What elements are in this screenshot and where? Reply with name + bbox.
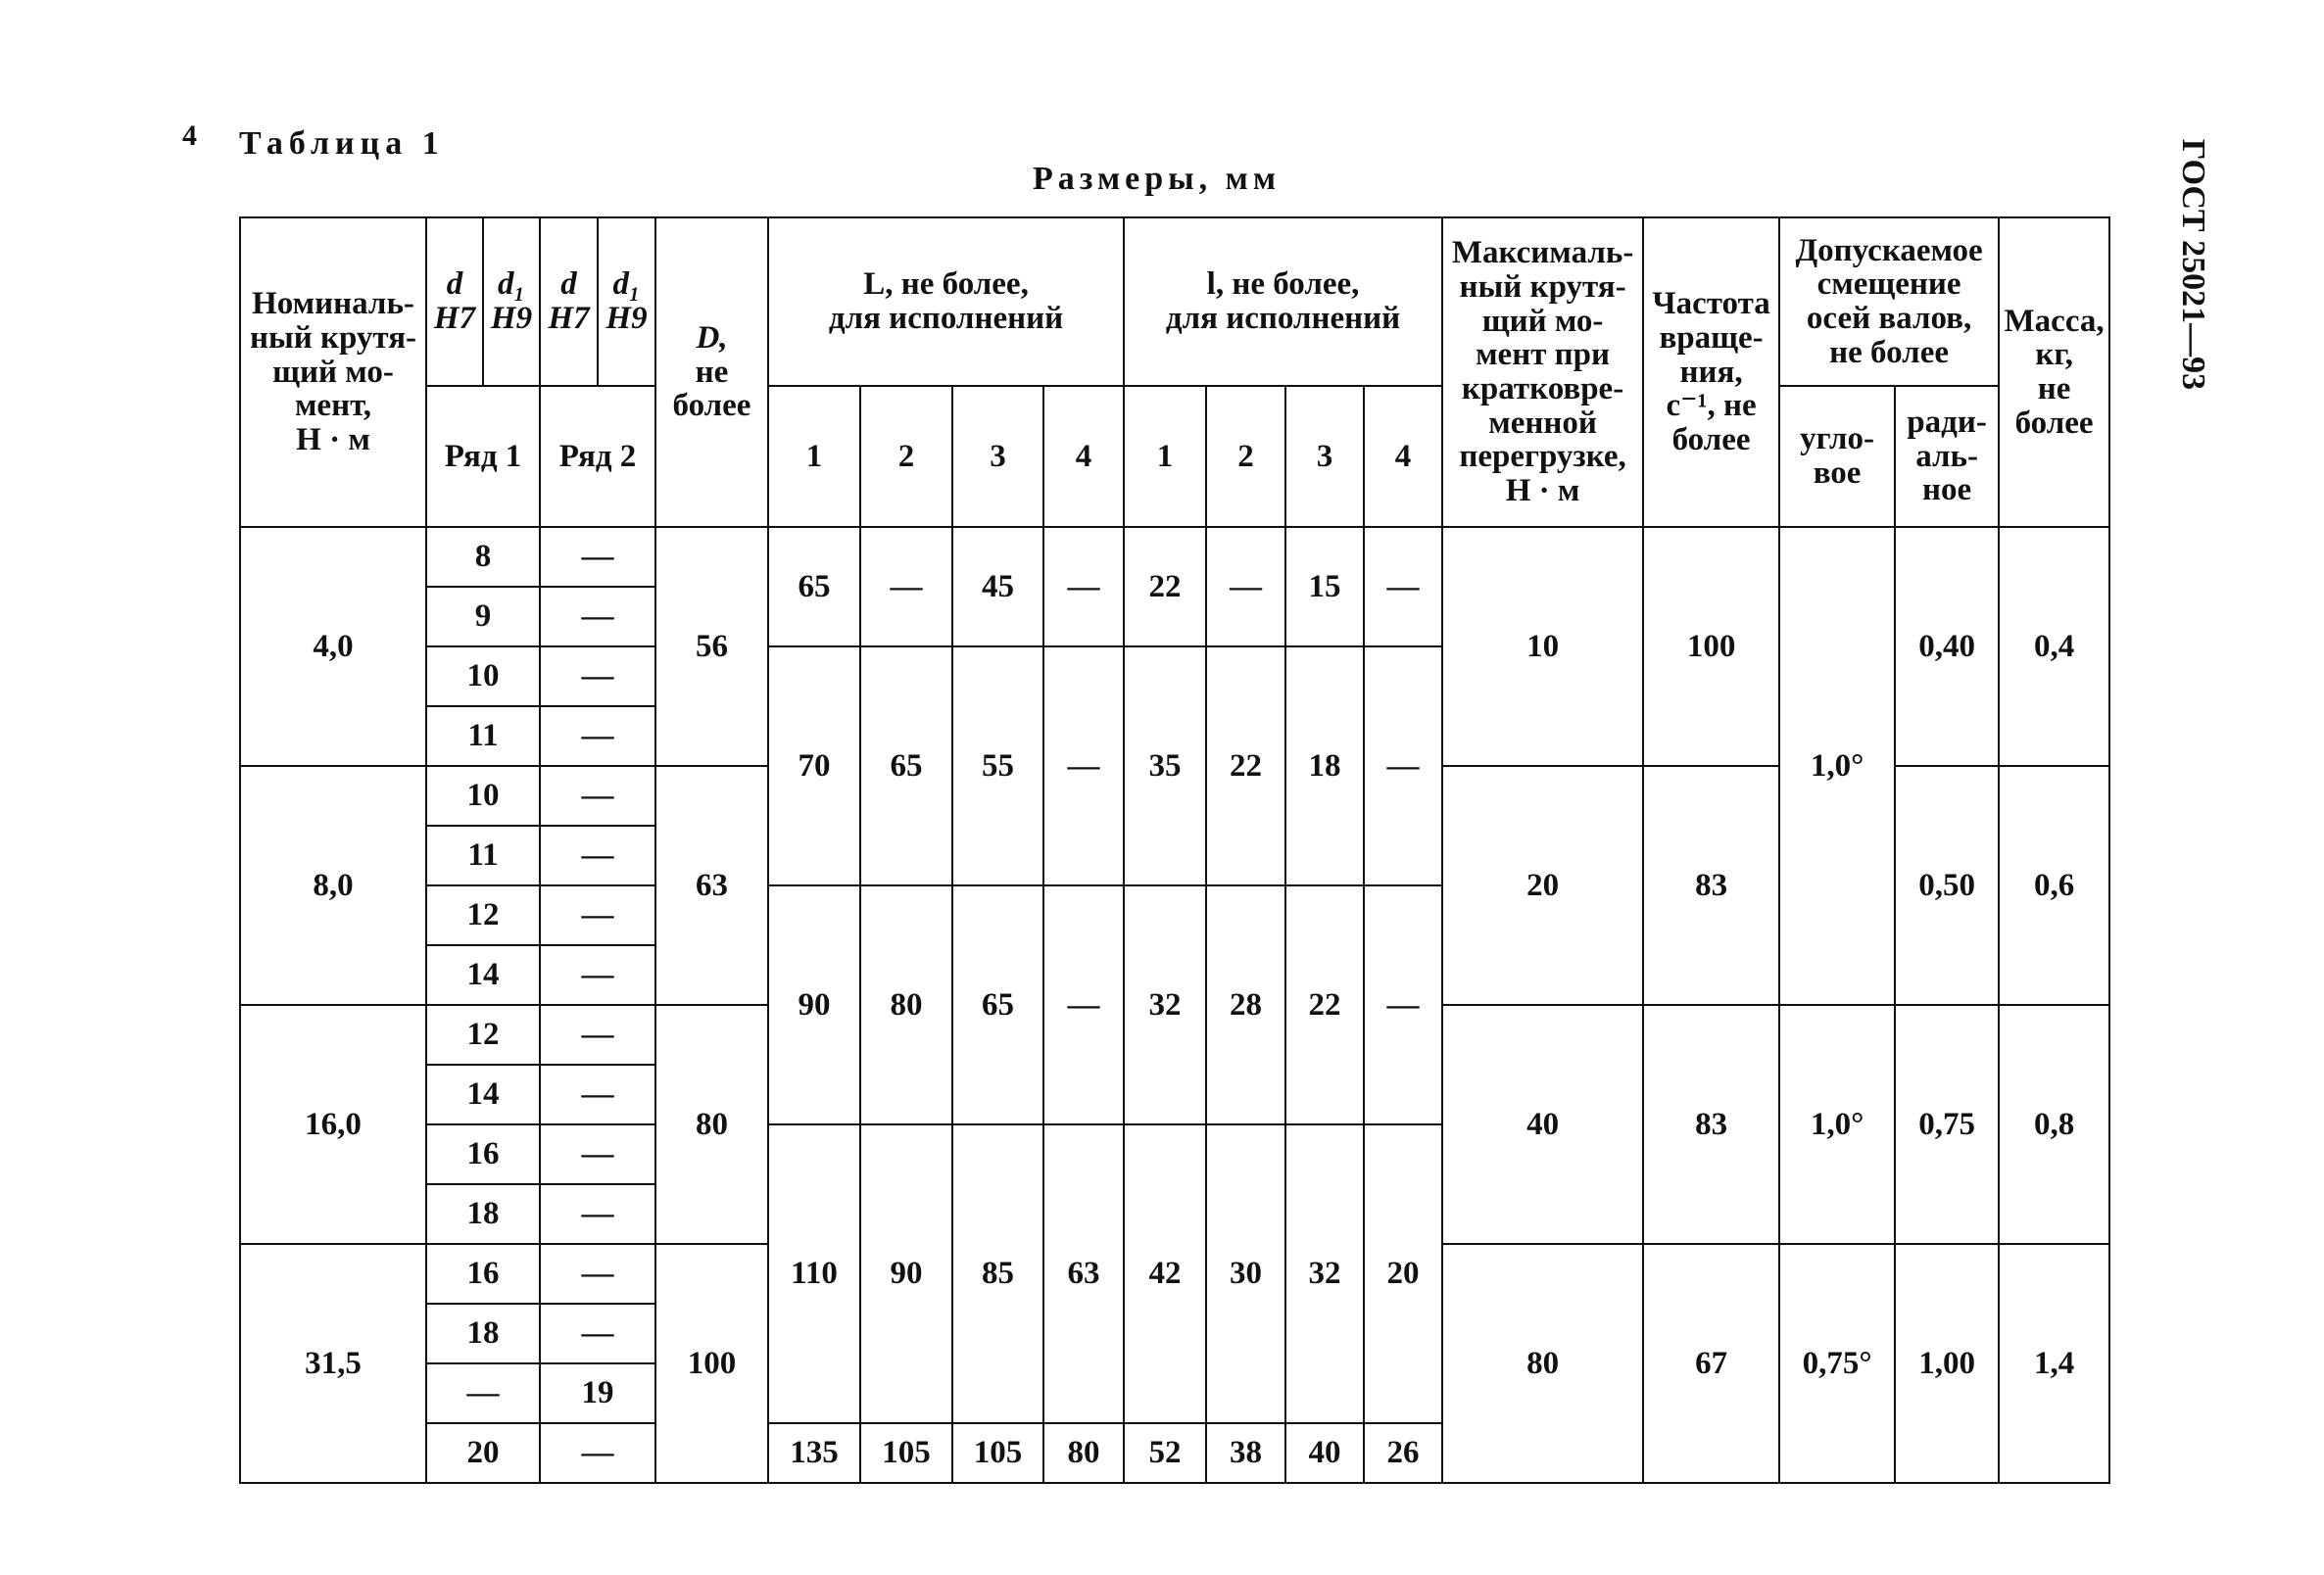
d-row1-cell: 20 xyxy=(426,1423,540,1483)
D-cell: 56 xyxy=(655,527,768,766)
L-cell: 55 xyxy=(952,646,1043,885)
d-row2-cell: — xyxy=(540,1124,655,1184)
d-row2-cell: — xyxy=(540,885,655,945)
l-cell: 22 xyxy=(1206,646,1285,885)
l-cell: — xyxy=(1364,646,1442,885)
L-cell: 90 xyxy=(768,885,860,1124)
mass-cell: 1,4 xyxy=(1999,1244,2109,1483)
l-cell: 40 xyxy=(1285,1423,1364,1483)
header-D: D, не более xyxy=(655,217,768,527)
header-L-col: 4 xyxy=(1043,386,1124,527)
l-cell: 42 xyxy=(1124,1124,1206,1423)
L-cell: — xyxy=(1043,646,1124,885)
header-d1-h9: d₁ H9 xyxy=(483,217,540,386)
L-cell: 110 xyxy=(768,1124,860,1423)
L-cell: 90 xyxy=(860,1124,952,1423)
header-frequency: Частота враще- ния, с⁻¹, не более xyxy=(1643,217,1779,527)
d-row1-cell: 18 xyxy=(426,1184,540,1244)
L-cell: 45 xyxy=(952,527,1043,646)
header-d-h7: d H7 xyxy=(426,217,483,386)
frequency-cell: 83 xyxy=(1643,1005,1779,1244)
d-row1-cell: 16 xyxy=(426,1124,540,1184)
L-cell: 135 xyxy=(768,1423,860,1483)
header-radial: ради- аль- ное xyxy=(1895,386,1999,527)
torque-cell: 16,0 xyxy=(240,1005,426,1244)
d-row1-cell: 14 xyxy=(426,1065,540,1124)
header-L-col: 2 xyxy=(860,386,952,527)
l-cell: 18 xyxy=(1285,646,1364,885)
d-row1-cell: 10 xyxy=(426,766,540,826)
header-max-torque: Максималь- ный крутя- щий мо- мент при кратковре- менной перегрузке, Н · м xyxy=(1442,217,1643,527)
l-cell: 30 xyxy=(1206,1124,1285,1423)
frequency-cell: 83 xyxy=(1643,766,1779,1005)
header-row-1: Ряд 1 xyxy=(426,386,540,527)
header-row xyxy=(240,386,2109,527)
d-row2-cell: — xyxy=(540,1423,655,1483)
L-cell: — xyxy=(1043,885,1124,1124)
d-row2-cell: — xyxy=(540,1304,655,1363)
table-title: Таблица 1 xyxy=(239,125,445,162)
d-row1-cell: 8 xyxy=(426,527,540,587)
mass-cell: 0,4 xyxy=(1999,527,2109,766)
d-row1-cell: 10 xyxy=(426,646,540,706)
d-row1-cell: 12 xyxy=(426,1005,540,1065)
L-cell: 70 xyxy=(768,646,860,885)
angular-cell: 1,0° xyxy=(1779,527,1895,1005)
angular-cell: 0,75° xyxy=(1779,1244,1895,1483)
d-row1-cell: 11 xyxy=(426,706,540,766)
d-row2-cell: — xyxy=(540,766,655,826)
l-cell: 15 xyxy=(1285,527,1364,646)
header-displacement: Допускаемое смещение осей валов, не более xyxy=(1779,217,1999,386)
header-l-col: 4 xyxy=(1364,386,1442,527)
d-row2-cell: — xyxy=(540,706,655,766)
l-cell: — xyxy=(1364,885,1442,1124)
D-cell: 63 xyxy=(655,766,768,1005)
header-torque: Номиналь- ный крутя- щий мо- мент, Н · м xyxy=(240,217,426,527)
l-cell: — xyxy=(1364,527,1442,646)
L-cell: 80 xyxy=(1043,1423,1124,1483)
l-cell: 52 xyxy=(1124,1423,1206,1483)
angular-cell: 1,0° xyxy=(1779,1005,1895,1244)
d-row1-cell: 9 xyxy=(426,587,540,646)
header-l-col: 3 xyxy=(1285,386,1364,527)
header-L-col: 3 xyxy=(952,386,1043,527)
d-row2-cell: — xyxy=(540,826,655,885)
max-torque-cell: 40 xyxy=(1442,1005,1643,1244)
frequency-cell: 100 xyxy=(1643,527,1779,766)
L-cell: — xyxy=(1043,527,1124,646)
d-row2-cell: — xyxy=(540,527,655,587)
l-cell: 28 xyxy=(1206,885,1285,1124)
standard-side-label xyxy=(2163,118,2222,411)
header-L-col: 1 xyxy=(768,386,860,527)
l-cell: — xyxy=(1206,527,1285,646)
max-torque-cell: 10 xyxy=(1442,527,1643,766)
header-mass: Масса, кг, не более xyxy=(1999,217,2109,527)
header-l-col: 1 xyxy=(1124,386,1206,527)
L-cell: 65 xyxy=(952,885,1043,1124)
radial-cell: 0,50 xyxy=(1895,766,1999,1005)
mass-cell: 0,6 xyxy=(1999,766,2109,1005)
d-row2-cell: — xyxy=(540,587,655,646)
d-row2-cell: — xyxy=(540,1244,655,1304)
L-cell: 80 xyxy=(860,885,952,1124)
frequency-cell: 67 xyxy=(1643,1244,1779,1483)
l-cell: 35 xyxy=(1124,646,1206,885)
d-row1-cell: 11 xyxy=(426,826,540,885)
header-angular: угло- вое xyxy=(1779,386,1895,527)
mass-cell: 0,8 xyxy=(1999,1005,2109,1244)
d-row2-cell: — xyxy=(540,1184,655,1244)
d-row2-cell: — xyxy=(540,1005,655,1065)
L-cell: 65 xyxy=(768,527,860,646)
max-torque-cell: 20 xyxy=(1442,766,1643,1005)
radial-cell: 0,40 xyxy=(1895,527,1999,766)
L-cell: 105 xyxy=(860,1423,952,1483)
header-row xyxy=(240,217,2109,386)
l-cell: 22 xyxy=(1285,885,1364,1124)
radial-cell: 1,00 xyxy=(1895,1244,1999,1483)
d-row2-cell: — xyxy=(540,646,655,706)
l-cell: 32 xyxy=(1124,885,1206,1124)
coupling-dimensions-table xyxy=(239,216,2110,1484)
page-number: 4 xyxy=(182,119,197,152)
header-d-h7: d H7 xyxy=(540,217,598,386)
header-l-col: 2 xyxy=(1206,386,1285,527)
units-caption: Размеры, мм xyxy=(1033,161,1281,197)
D-cell: 80 xyxy=(655,1005,768,1244)
d-row1-cell: 12 xyxy=(426,885,540,945)
header-d1-h9: d₁ H9 xyxy=(598,217,655,386)
L-cell: 65 xyxy=(860,646,952,885)
header-L: L, не более, для исполнений xyxy=(768,217,1124,386)
d-row2-cell: 19 xyxy=(540,1363,655,1423)
torque-cell: 4,0 xyxy=(240,527,426,766)
torque-cell: 31,5 xyxy=(240,1244,426,1483)
l-cell: 32 xyxy=(1285,1124,1364,1423)
l-cell: 22 xyxy=(1124,527,1206,646)
radial-cell: 0,75 xyxy=(1895,1005,1999,1244)
L-cell: 63 xyxy=(1043,1124,1124,1423)
l-cell: 20 xyxy=(1364,1124,1442,1423)
l-cell: 38 xyxy=(1206,1423,1285,1483)
L-cell: 85 xyxy=(952,1124,1043,1423)
standard-code: ГОСТ 25021—93 xyxy=(2175,138,2211,391)
d-row2-cell: — xyxy=(540,1065,655,1124)
header-l: l, не более, для исполнений xyxy=(1124,217,1442,386)
table-row xyxy=(240,527,2109,587)
d-row1-cell: 16 xyxy=(426,1244,540,1304)
d-row1-cell: 14 xyxy=(426,945,540,1005)
d-row1-cell: 18 xyxy=(426,1304,540,1363)
d-row1-cell: — xyxy=(426,1363,540,1423)
L-cell: 105 xyxy=(952,1423,1043,1483)
D-cell: 100 xyxy=(655,1244,768,1483)
header-row-2: Ряд 2 xyxy=(540,386,655,527)
L-cell: — xyxy=(860,527,952,646)
d-row2-cell: — xyxy=(540,945,655,1005)
torque-cell: 8,0 xyxy=(240,766,426,1005)
max-torque-cell: 80 xyxy=(1442,1244,1643,1483)
l-cell: 26 xyxy=(1364,1423,1442,1483)
